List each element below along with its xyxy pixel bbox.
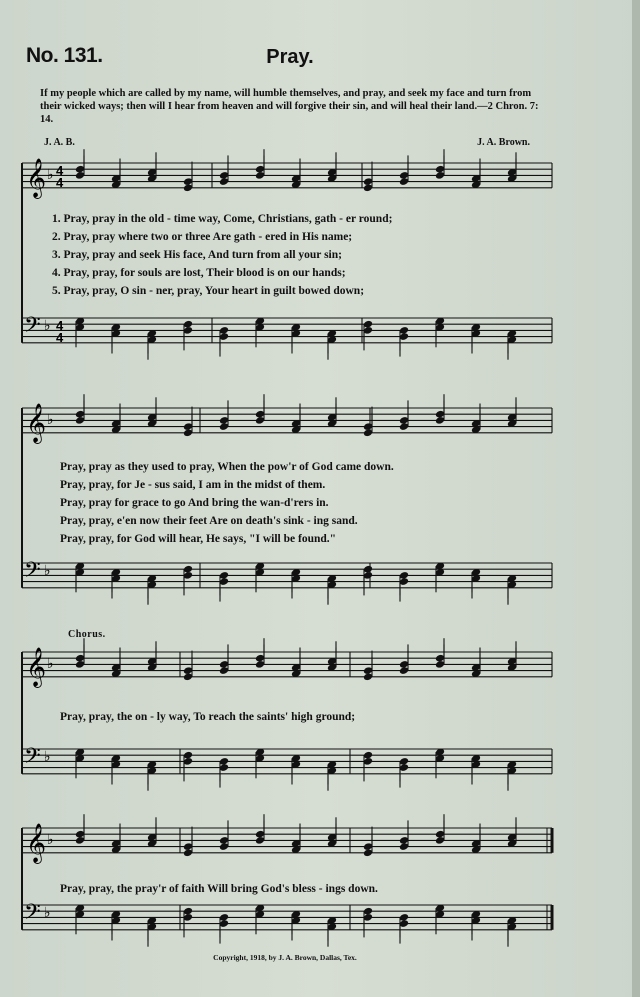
- treble-clef-icon: 𝄞: [26, 823, 47, 863]
- lyric-line: 3. Pray, pray and seek His face, And turn from all your sin;: [52, 249, 342, 261]
- lyric-line: Pray, pray, for Je - sus said, I am in the midst of them.: [60, 479, 326, 491]
- flat-key-signature-icon: ♭: [44, 318, 51, 334]
- flat-key-signature-icon: ♭: [44, 905, 51, 921]
- bass-clef-icon: 𝄢: [24, 900, 41, 930]
- chorus-label: Chorus.: [68, 629, 106, 640]
- flat-key-signature-icon: ♭: [47, 656, 54, 672]
- flat-key-signature-icon: ♭: [47, 167, 54, 183]
- time-signature-top: 4: [56, 318, 64, 333]
- flat-key-signature-icon: ♭: [47, 412, 54, 428]
- lyric-line: Pray, pray, for God will hear, He says, "I will be found.": [60, 533, 337, 545]
- bass-clef-icon: 𝄢: [24, 558, 41, 588]
- treble-clef-icon: 𝄞: [26, 158, 47, 198]
- flat-key-signature-icon: ♭: [44, 749, 51, 765]
- time-signature-top: 4: [56, 163, 64, 178]
- hymn-title: Pray.: [266, 46, 314, 68]
- time-signature-bottom: 4: [56, 175, 64, 190]
- copyright-notice: Copyright, 1918, by J. A. Brown, Dallas, Tex.: [213, 953, 357, 962]
- lyric-line: 5. Pray, pray, O sin - ner, pray, Your heart in guilt bowed down;: [52, 285, 365, 297]
- treble-clef-icon: 𝄞: [26, 647, 47, 687]
- treble-clef-icon: 𝄞: [26, 403, 47, 443]
- hymn-number: No. 131.: [26, 44, 103, 67]
- flat-key-signature-icon: ♭: [47, 832, 54, 848]
- lyric-line: Pray, pray, the pray'r of faith Will bring God's bless - ings down.: [60, 883, 378, 895]
- bass-clef-icon: 𝄢: [24, 744, 41, 774]
- lyric-line: Pray, pray for grace to go And bring the wan-d'rers in.: [60, 497, 329, 509]
- lyric-line: 2. Pray, pray where two or three Are gath - ered in His name;: [52, 231, 353, 243]
- scripture-verse: If my people which are called by my name, will humble themselves, and pray, and seek my face and turn from their wicked ways; then will I hear from heaven and will forgive their sin, and will heal their land.—2 Chron. 7: 14.: [40, 88, 539, 125]
- lyric-line: Pray, pray, the on - ly way, To reach the saints' high ground;: [60, 711, 356, 723]
- flat-key-signature-icon: ♭: [44, 563, 51, 579]
- lyric-line: Pray, pray, e'en now their feet Are on death's sink - ing sand.: [60, 515, 358, 527]
- lyric-line: Pray, pray as they used to pray, When the pow'r of God came down.: [60, 461, 394, 473]
- time-signature-bottom: 4: [56, 330, 64, 345]
- lyricist-credit: J. A. B.: [44, 137, 75, 148]
- lyric-line: 1. Pray, pray in the old - time way, Come, Christians, gath - er round;: [52, 213, 393, 225]
- composer-credit: J. A. Brown.: [477, 137, 530, 148]
- bass-clef-icon: 𝄢: [24, 313, 41, 343]
- lyric-line: 4. Pray, pray, for souls are lost, Their blood is on our hands;: [52, 267, 346, 279]
